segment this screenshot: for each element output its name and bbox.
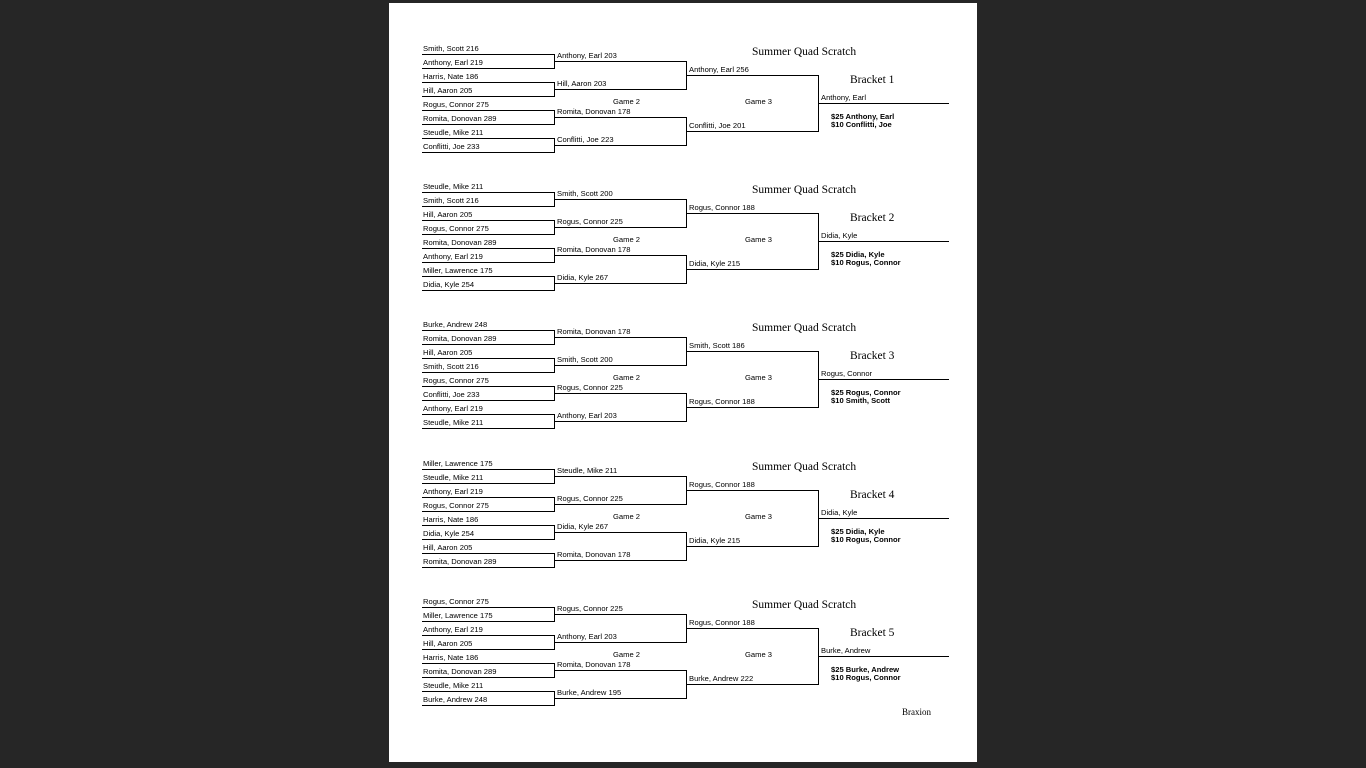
prize-second: $10 Rogus, Connor xyxy=(831,535,901,544)
round1-line xyxy=(422,220,554,221)
round1-line xyxy=(422,469,554,470)
round1-line xyxy=(422,68,554,69)
round1-entry: Burke, Andrew 248 xyxy=(423,320,488,329)
prize-second: $10 Smith, Scott xyxy=(831,396,891,405)
round1-line xyxy=(422,511,554,512)
round2-line xyxy=(554,642,686,643)
round2-entry: Smith, Scott 200 xyxy=(557,355,613,364)
round3-line xyxy=(686,131,818,132)
winner-entry: Didia, Kyle xyxy=(821,231,858,240)
bracket-name: Bracket 1 xyxy=(850,74,895,86)
bracket-title: Summer Quad Scratch xyxy=(752,461,857,473)
round1-line xyxy=(422,152,554,153)
round3-line xyxy=(686,684,818,685)
game2-label: Game 2 xyxy=(613,97,641,106)
round1-line xyxy=(422,691,554,692)
round2-line xyxy=(554,199,686,200)
round1-line xyxy=(422,525,554,526)
round2-entry: Didia, Kyle 267 xyxy=(557,273,609,282)
round1-entry: Miller, Lawrence 175 xyxy=(423,611,493,620)
round2-line xyxy=(554,476,686,477)
bracket-5 xyxy=(389,596,977,726)
game2-label: Game 2 xyxy=(613,512,641,521)
round3-line xyxy=(686,490,818,491)
round1-line xyxy=(422,635,554,636)
round3-line xyxy=(686,75,818,76)
footer-label: Braxion xyxy=(902,707,931,717)
round1-entry: Hill, Aaron 205 xyxy=(423,348,473,357)
round1-line xyxy=(422,386,554,387)
round1-entry: Romita, Donovan 289 xyxy=(423,557,497,566)
bracket-4 xyxy=(389,458,977,588)
round3-entry: Rogus, Connor 188 xyxy=(689,203,755,212)
round2-line xyxy=(554,255,686,256)
round3-entry: Rogus, Connor 188 xyxy=(689,618,755,627)
game3-label: Game 3 xyxy=(745,97,773,106)
round2-entry: Romita, Donovan 178 xyxy=(557,327,631,336)
round1-entry: Conflitti, Joe 233 xyxy=(423,142,480,151)
round1-line xyxy=(422,400,554,401)
bracket-title: Summer Quad Scratch xyxy=(752,184,857,196)
winner-line xyxy=(818,379,949,380)
round1-line xyxy=(422,344,554,345)
round1-entry: Didia, Kyle 254 xyxy=(423,280,475,289)
bracket-name: Bracket 3 xyxy=(850,350,895,362)
round1-line xyxy=(422,705,554,706)
round1-entry: Harris, Nate 186 xyxy=(423,653,479,662)
bracket-name: Bracket 5 xyxy=(850,627,895,639)
round3-entry: Smith, Scott 186 xyxy=(689,341,745,350)
round1-line xyxy=(422,483,554,484)
round1-entry: Conflitti, Joe 233 xyxy=(423,390,480,399)
round1-entry: Miller, Lawrence 175 xyxy=(423,266,493,275)
round1-line xyxy=(422,677,554,678)
winner-entry: Rogus, Connor xyxy=(821,369,873,378)
round1-entry: Rogus, Connor 275 xyxy=(423,501,489,510)
round1-entry: Anthony, Earl 219 xyxy=(423,487,483,496)
round1-entry: Didia, Kyle 254 xyxy=(423,529,475,538)
bracket-title: Summer Quad Scratch xyxy=(752,599,857,611)
round2-entry: Steudle, Mike 211 xyxy=(557,466,618,475)
round1-entry: Smith, Scott 216 xyxy=(423,362,479,371)
round1-entry: Anthony, Earl 219 xyxy=(423,58,483,67)
round2-line xyxy=(554,337,686,338)
round3-entry: Burke, Andrew 222 xyxy=(689,674,754,683)
round2-entry: Didia, Kyle 267 xyxy=(557,522,609,531)
game3-label: Game 3 xyxy=(745,373,773,382)
round1-entry: Hill, Aaron 205 xyxy=(423,210,473,219)
round1-line xyxy=(422,276,554,277)
round2-entry: Romita, Donovan 178 xyxy=(557,550,631,559)
prize-second: $10 Rogus, Connor xyxy=(831,673,901,682)
round2-entry: Burke, Andrew 195 xyxy=(557,688,622,697)
round2-entry: Romita, Donovan 178 xyxy=(557,107,631,116)
round2-line xyxy=(554,698,686,699)
winner-entry: Didia, Kyle xyxy=(821,508,858,517)
round1-line xyxy=(422,428,554,429)
round2-line xyxy=(554,145,686,146)
prize-first: $25 Anthony, Earl xyxy=(831,112,895,121)
round1-entry: Hill, Aaron 205 xyxy=(423,86,473,95)
game2-label: Game 2 xyxy=(613,235,641,244)
round2-entry: Smith, Scott 200 xyxy=(557,189,613,198)
round2-entry: Anthony, Earl 203 xyxy=(557,411,617,420)
round3-entry: Didia, Kyle 215 xyxy=(689,536,741,545)
bracket-2 xyxy=(389,181,977,311)
round1-entry: Anthony, Earl 219 xyxy=(423,404,483,413)
winner-line xyxy=(818,103,949,104)
round3-line xyxy=(686,407,818,408)
round2-line xyxy=(554,117,686,118)
winner-line xyxy=(818,518,949,519)
prize-first: $25 Didia, Kyle xyxy=(831,250,885,259)
round1-entry: Steudle, Mike 211 xyxy=(423,418,484,427)
round1-line xyxy=(422,649,554,650)
bracket-name: Bracket 4 xyxy=(850,489,895,501)
winner-entry: Burke, Andrew xyxy=(821,646,871,655)
round1-line xyxy=(422,54,554,55)
round2-line xyxy=(554,365,686,366)
round1-entry: Harris, Nate 186 xyxy=(423,515,479,524)
round1-line xyxy=(422,497,554,498)
round1-entry: Rogus, Connor 275 xyxy=(423,224,489,233)
round1-line xyxy=(422,358,554,359)
round1-entry: Burke, Andrew 248 xyxy=(423,695,488,704)
round1-entry: Steudle, Mike 211 xyxy=(423,473,484,482)
round3-entry: Rogus, Connor 188 xyxy=(689,397,755,406)
round1-entry: Smith, Scott 216 xyxy=(423,44,479,53)
game3-label: Game 3 xyxy=(745,235,773,244)
round2-entry: Conflitti, Joe 223 xyxy=(557,135,614,144)
round2-entry: Hill, Aaron 203 xyxy=(557,79,607,88)
round1-entry: Rogus, Connor 275 xyxy=(423,597,489,606)
round3-line xyxy=(686,351,818,352)
round1-line xyxy=(422,663,554,664)
round3-line xyxy=(686,628,818,629)
bracket-title: Summer Quad Scratch xyxy=(752,322,857,334)
round1-line xyxy=(422,206,554,207)
game3-label: Game 3 xyxy=(745,512,773,521)
round1-entry: Smith, Scott 216 xyxy=(423,196,479,205)
round3-line xyxy=(686,269,818,270)
winner-entry: Anthony, Earl xyxy=(821,93,867,102)
round2-line xyxy=(554,393,686,394)
round1-line xyxy=(422,621,554,622)
round3-line xyxy=(686,546,818,547)
round3-line xyxy=(686,213,818,214)
round2-entry: Anthony, Earl 203 xyxy=(557,51,617,60)
round2-entry: Romita, Donovan 178 xyxy=(557,245,631,254)
round2-line xyxy=(554,560,686,561)
round1-line xyxy=(422,372,554,373)
round1-entry: Romita, Donovan 289 xyxy=(423,114,497,123)
bracket-3 xyxy=(389,319,977,449)
round3-entry: Didia, Kyle 215 xyxy=(689,259,741,268)
prize-first: $25 Didia, Kyle xyxy=(831,527,885,536)
round1-entry: Miller, Lawrence 175 xyxy=(423,459,493,468)
round2-line xyxy=(554,283,686,284)
round1-entry: Anthony, Earl 219 xyxy=(423,252,483,261)
round2-entry: Anthony, Earl 203 xyxy=(557,632,617,641)
prize-second: $10 Conflitti, Joe xyxy=(831,120,892,129)
bracket-1 xyxy=(389,43,977,173)
round3-entry: Rogus, Connor 188 xyxy=(689,480,755,489)
round1-line xyxy=(422,607,554,608)
round1-line xyxy=(422,234,554,235)
round3-entry: Anthony, Earl 256 xyxy=(689,65,749,74)
round1-line xyxy=(422,539,554,540)
round2-entry: Rogus, Connor 225 xyxy=(557,383,623,392)
round2-line xyxy=(554,614,686,615)
round1-entry: Hill, Aaron 205 xyxy=(423,543,473,552)
round1-entry: Steudle, Mike 211 xyxy=(423,681,484,690)
round1-line xyxy=(422,330,554,331)
round1-line xyxy=(422,96,554,97)
round1-line xyxy=(422,553,554,554)
round2-entry: Romita, Donovan 178 xyxy=(557,660,631,669)
round1-line xyxy=(422,110,554,111)
round1-entry: Romita, Donovan 289 xyxy=(423,334,497,343)
round1-line xyxy=(422,262,554,263)
round1-line xyxy=(422,82,554,83)
round2-line xyxy=(554,532,686,533)
round3-entry: Conflitti, Joe 201 xyxy=(689,121,746,130)
game2-label: Game 2 xyxy=(613,650,641,659)
round1-line xyxy=(422,192,554,193)
round1-entry: Harris, Nate 186 xyxy=(423,72,479,81)
round2-line xyxy=(554,227,686,228)
winner-line xyxy=(818,656,949,657)
round1-line xyxy=(422,138,554,139)
round2-line xyxy=(554,670,686,671)
round1-line xyxy=(422,567,554,568)
round1-line xyxy=(422,290,554,291)
round1-entry: Hill, Aaron 205 xyxy=(423,639,473,648)
round2-entry: Rogus, Connor 225 xyxy=(557,604,623,613)
round1-entry: Romita, Donovan 289 xyxy=(423,238,497,247)
document-page xyxy=(389,3,977,762)
round1-entry: Anthony, Earl 219 xyxy=(423,625,483,634)
round2-entry: Rogus, Connor 225 xyxy=(557,494,623,503)
prize-first: $25 Burke, Andrew xyxy=(831,665,900,674)
round1-line xyxy=(422,414,554,415)
round1-entry: Steudle, Mike 211 xyxy=(423,182,484,191)
bracket-title: Summer Quad Scratch xyxy=(752,46,857,58)
round2-line xyxy=(554,504,686,505)
game2-label: Game 2 xyxy=(613,373,641,382)
prize-second: $10 Rogus, Connor xyxy=(831,258,901,267)
bracket-name: Bracket 2 xyxy=(850,212,895,224)
round2-line xyxy=(554,89,686,90)
round1-line xyxy=(422,248,554,249)
prize-first: $25 Rogus, Connor xyxy=(831,388,901,397)
winner-line xyxy=(818,241,949,242)
round1-line xyxy=(422,124,554,125)
round2-entry: Rogus, Connor 225 xyxy=(557,217,623,226)
game3-label: Game 3 xyxy=(745,650,773,659)
round1-entry: Rogus, Connor 275 xyxy=(423,376,489,385)
round1-entry: Steudle, Mike 211 xyxy=(423,128,484,137)
round1-entry: Rogus, Connor 275 xyxy=(423,100,489,109)
round2-line xyxy=(554,421,686,422)
round2-line xyxy=(554,61,686,62)
round1-entry: Romita, Donovan 289 xyxy=(423,667,497,676)
